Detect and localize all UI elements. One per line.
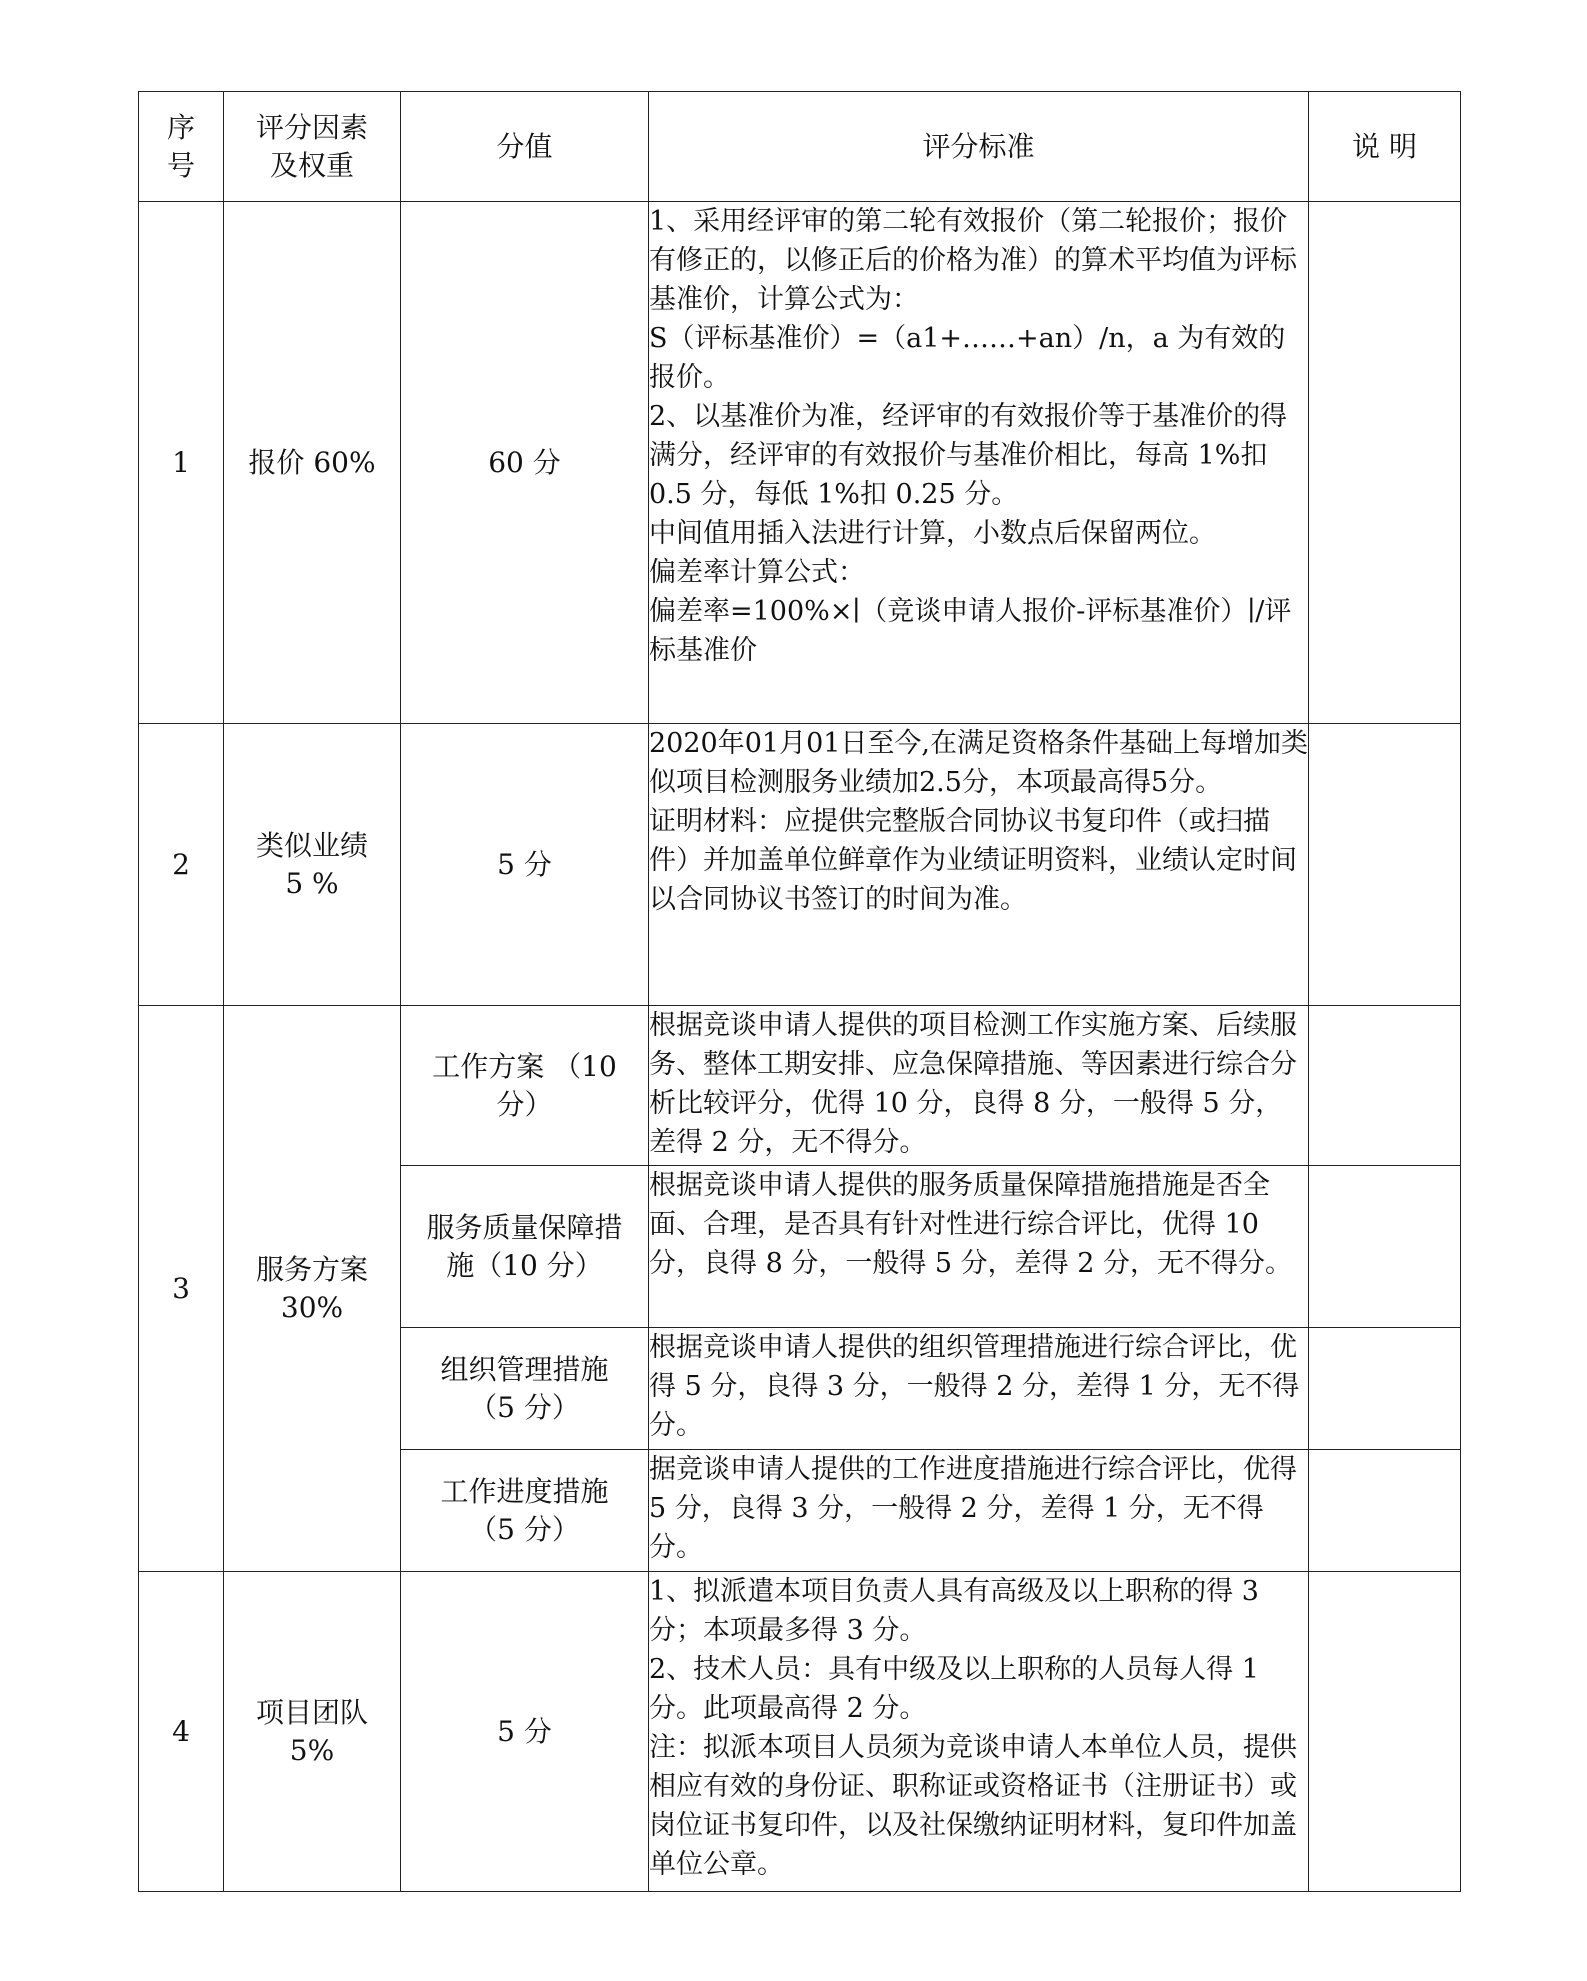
row-score: 60 分 (401, 202, 649, 724)
row-score: 5 分 (401, 1572, 649, 1892)
criteria-paragraph: 据竞谈申请人提供的工作进度措施进行综合评比，优得 5 分，良得 3 分，一般得 2 分，差得 1 分，无不得分。 (649, 1454, 1297, 1563)
criteria-paragraph: 2020年01月01日至今,在满足资格条件基础上每增加类似项目检测服务业绩加2.5分，本项最高得5分。 (649, 728, 1309, 798)
header-score: 分值 (401, 92, 649, 202)
row-note (1309, 724, 1461, 1006)
row-index: 1 (139, 202, 224, 724)
row-criteria (649, 1006, 1309, 1166)
criteria-paragraph: 注：拟派本项目人员须为竞谈申请人本单位人员，提供相应有效的身份证、职称证或资格证书（注册证书）或岗位证书复印件，以及社保缴纳证明材料，复印件加盖单位公章。 (649, 1732, 1297, 1880)
criteria-paragraph: 2、以基准价为准，经评审的有效报价等于基准价的得满分，经评审的有效报价与基准价相比，每高 1%扣 0.5 分，每低 1%扣 0.25 分。 (649, 401, 1288, 510)
row-note (1309, 1328, 1461, 1450)
criteria-paragraph: 证明材料：应提供完整版合同协议书复印件（或扫描件）并加盖单位鲜章作为业绩证明资料，业绩认定时间以合同协议书签订的时间为准。 (649, 806, 1297, 915)
row-factor: 项目团队 5% (224, 1572, 401, 1892)
row-note (1309, 1166, 1461, 1328)
sub-score: 工作方案 （10分） (401, 1006, 649, 1166)
criteria-paragraph: S（评标基准价）=（a1+……+an）/n，a 为有效的报价。 (649, 323, 1286, 393)
criteria-paragraph: 中间值用插入法进行计算，小数点后保留两位。 (649, 518, 1216, 549)
sub-score: 工作进度措施（5 分） (401, 1450, 649, 1572)
row-criteria (649, 1166, 1309, 1328)
row-criteria (649, 1450, 1309, 1572)
row-index: 3 (139, 1006, 224, 1572)
row-note (1309, 1450, 1461, 1572)
row-factor: 报价 60% (224, 202, 401, 724)
table-row (139, 724, 1461, 1006)
criteria-paragraph: 2、技术人员：具有中级及以上职称的人员每人得 1 分。此项最高得 2 分。 (649, 1654, 1259, 1724)
row-note (1309, 1006, 1461, 1166)
criteria-paragraph: 根据竞谈申请人提供的服务质量保障措施措施是否全面、合理，是否具有针对性进行综合评比，优得 10 分，良得 8 分，一般得 5 分，差得 2 分，无不得分。 (649, 1170, 1293, 1279)
criteria-paragraph: 根据竞谈申请人提供的项目检测工作实施方案、后续服务、整体工期安排、应急保障措施、等因素进行综合分析比较评分，优得 10 分，良得 8 分，一般得 5 分，差得 2 分，无不得分。 (649, 1010, 1297, 1158)
header-row (139, 92, 1461, 202)
scoring-table (138, 91, 1461, 1892)
header-criteria: 评分标准 (649, 92, 1309, 202)
header-index: 序号 (139, 92, 224, 202)
row-criteria (649, 1328, 1309, 1450)
header-factor: 评分因素及权重 (224, 92, 401, 202)
row-note (1309, 202, 1461, 724)
criteria-paragraph: 1、采用经评审的第二轮有效报价（第二轮报价；报价有修正的，以修正后的价格为准）的算术平均值为评标基准价，计算公式为： (649, 206, 1297, 315)
criteria-paragraph: 偏差率计算公式： (649, 557, 865, 588)
sub-score: 组织管理措施（5 分） (401, 1328, 649, 1450)
table-row (139, 1006, 1461, 1166)
row-note (1309, 1572, 1461, 1892)
table-row (139, 1572, 1461, 1892)
criteria-paragraph: 偏差率=100%×∣（竞谈申请人报价-评标基准价）∣/评标基准价 (649, 596, 1292, 666)
criteria-paragraph: 根据竞谈申请人提供的组织管理措施进行综合评比，优得 5 分，良得 3 分，一般得 2 分，差得 1 分，无不得分。 (649, 1332, 1300, 1441)
row-criteria (649, 1572, 1309, 1892)
row-criteria (649, 202, 1309, 724)
row-criteria (649, 724, 1309, 1006)
header-note: 说 明 (1309, 92, 1461, 202)
row-factor: 类似业绩 5 % (224, 724, 401, 1006)
row-index: 4 (139, 1572, 224, 1892)
row-score: 5 分 (401, 724, 649, 1006)
row-factor: 服务方案 30% (224, 1006, 401, 1572)
table-row (139, 202, 1461, 724)
criteria-paragraph: 1、拟派遣本项目负责人具有高级及以上职称的得 3 分；本项最多得 3 分。 (649, 1576, 1259, 1646)
sub-score: 服务质量保障措施（10 分） (401, 1166, 649, 1328)
row-index: 2 (139, 724, 224, 1006)
